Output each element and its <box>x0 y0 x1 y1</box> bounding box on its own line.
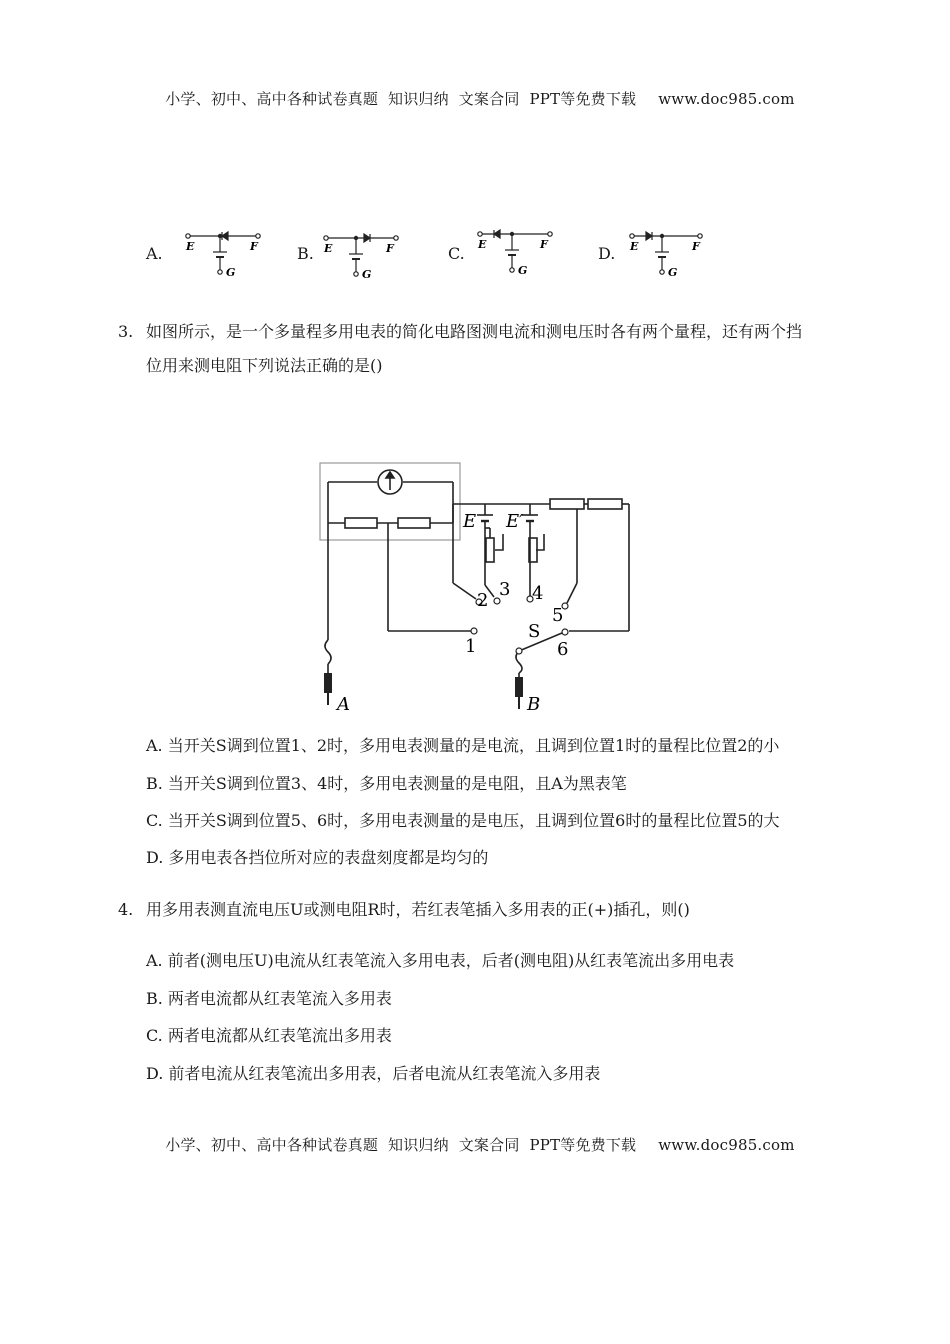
q4-option-c[interactable]: C. 两者电流都从红表笔流出多用表 <box>146 1026 392 1045</box>
q4-option-b[interactable]: B. 两者电流都从红表笔流入多用表 <box>146 989 392 1008</box>
q2-choice-c-label: C. <box>448 244 465 263</box>
probe-b-label: B <box>527 694 541 715</box>
battery-e-label: E <box>463 511 477 532</box>
position-2-label: 2 <box>477 590 489 611</box>
q2-d-node-f: F <box>692 240 700 253</box>
q2-d-node-e: E <box>630 240 639 253</box>
q2-b-node-f: F <box>386 242 394 255</box>
header-url: www.doc985.com <box>658 90 795 108</box>
probe-b-handle <box>515 677 523 697</box>
q2-choice-d-diagram <box>626 226 706 282</box>
question-4 <box>118 893 838 927</box>
q3-option-a[interactable]: A. 当开关S调到位置1、2时，多用电表测量的是电流，且调到位置1时的量程比位置2的小 <box>146 736 780 755</box>
q2-choice-b-diagram <box>320 226 400 282</box>
q3-stem-line2: 位用来测电阻下列说法正确的是() <box>146 356 383 375</box>
q2-b-node-e: E <box>324 242 333 255</box>
q2-c-node-e: E <box>478 238 487 251</box>
position-4-label: 4 <box>532 583 544 604</box>
q2-choice-b-label: B. <box>297 244 314 263</box>
q2-a-node-g: G <box>226 266 236 279</box>
multimeter-circuit-diagram <box>300 455 650 720</box>
footer-text: 小学、初中、高中各种试卷真题 知识归纳 文案合同 PPT等免费下载 <box>165 1136 637 1154</box>
q2-choice-a-diagram <box>182 226 262 282</box>
question-3 <box>118 315 838 383</box>
q2-c-node-f: F <box>540 238 548 251</box>
position-3-label: 3 <box>499 579 511 600</box>
q2-d-node-g: G <box>668 266 678 279</box>
battery-e-prime-label: E′ <box>506 511 524 532</box>
q2-choice-d-label: D. <box>598 244 616 263</box>
q4-option-a[interactable]: A. 前者(测电压U)电流从红表笔流入多用电表，后者(测电阻)从红表笔流出多用电表 <box>146 951 735 970</box>
q4-number: 4. <box>118 900 134 919</box>
probe-a-handle <box>324 673 332 693</box>
probe-a-label: A <box>337 694 350 715</box>
position-1-label: 1 <box>465 636 477 657</box>
position-5-label: 5 <box>552 605 564 626</box>
q2-choice-a-label: A. <box>146 244 163 263</box>
q2-choice-c-diagram <box>474 222 554 278</box>
page-header <box>0 70 950 109</box>
q2-a-node-e: E <box>186 240 195 253</box>
switch-s-label: S <box>528 621 541 642</box>
q3-option-d[interactable]: D. 多用电表各挡位所对应的表盘刻度都是均匀的 <box>146 848 489 867</box>
q3-option-b[interactable]: B. 当开关S调到位置3、4时，多用电表测量的是电阻，且A为黑表笔 <box>146 774 627 793</box>
page-footer <box>0 1116 950 1155</box>
header-text: 小学、初中、高中各种试卷真题 知识归纳 文案合同 PPT等免费下载 <box>165 90 637 108</box>
q4-option-d[interactable]: D. 前者电流从红表笔流出多用表，后者电流从红表笔流入多用表 <box>146 1064 601 1083</box>
q2-a-node-f: F <box>250 240 258 253</box>
q2-b-node-g: G <box>362 268 372 281</box>
position-6-label: 6 <box>557 639 569 660</box>
q4-stem: 用多用表测直流电压U或测电阻R时，若红表笔插入多用表的正(+)插孔，则() <box>146 900 690 919</box>
q2-c-node-g: G <box>518 264 528 277</box>
q3-stem-line1: 如图所示，是一个多量程多用电表的简化电路图测电流和测电压时各有两个量程，还有两个挡 <box>146 322 803 341</box>
footer-url: www.doc985.com <box>658 1136 795 1154</box>
q3-option-c[interactable]: C. 当开关S调到位置5、6时，多用电表测量的是电压，且调到位置6时的量程比位置5的大 <box>146 811 780 830</box>
q3-number: 3. <box>118 322 134 341</box>
